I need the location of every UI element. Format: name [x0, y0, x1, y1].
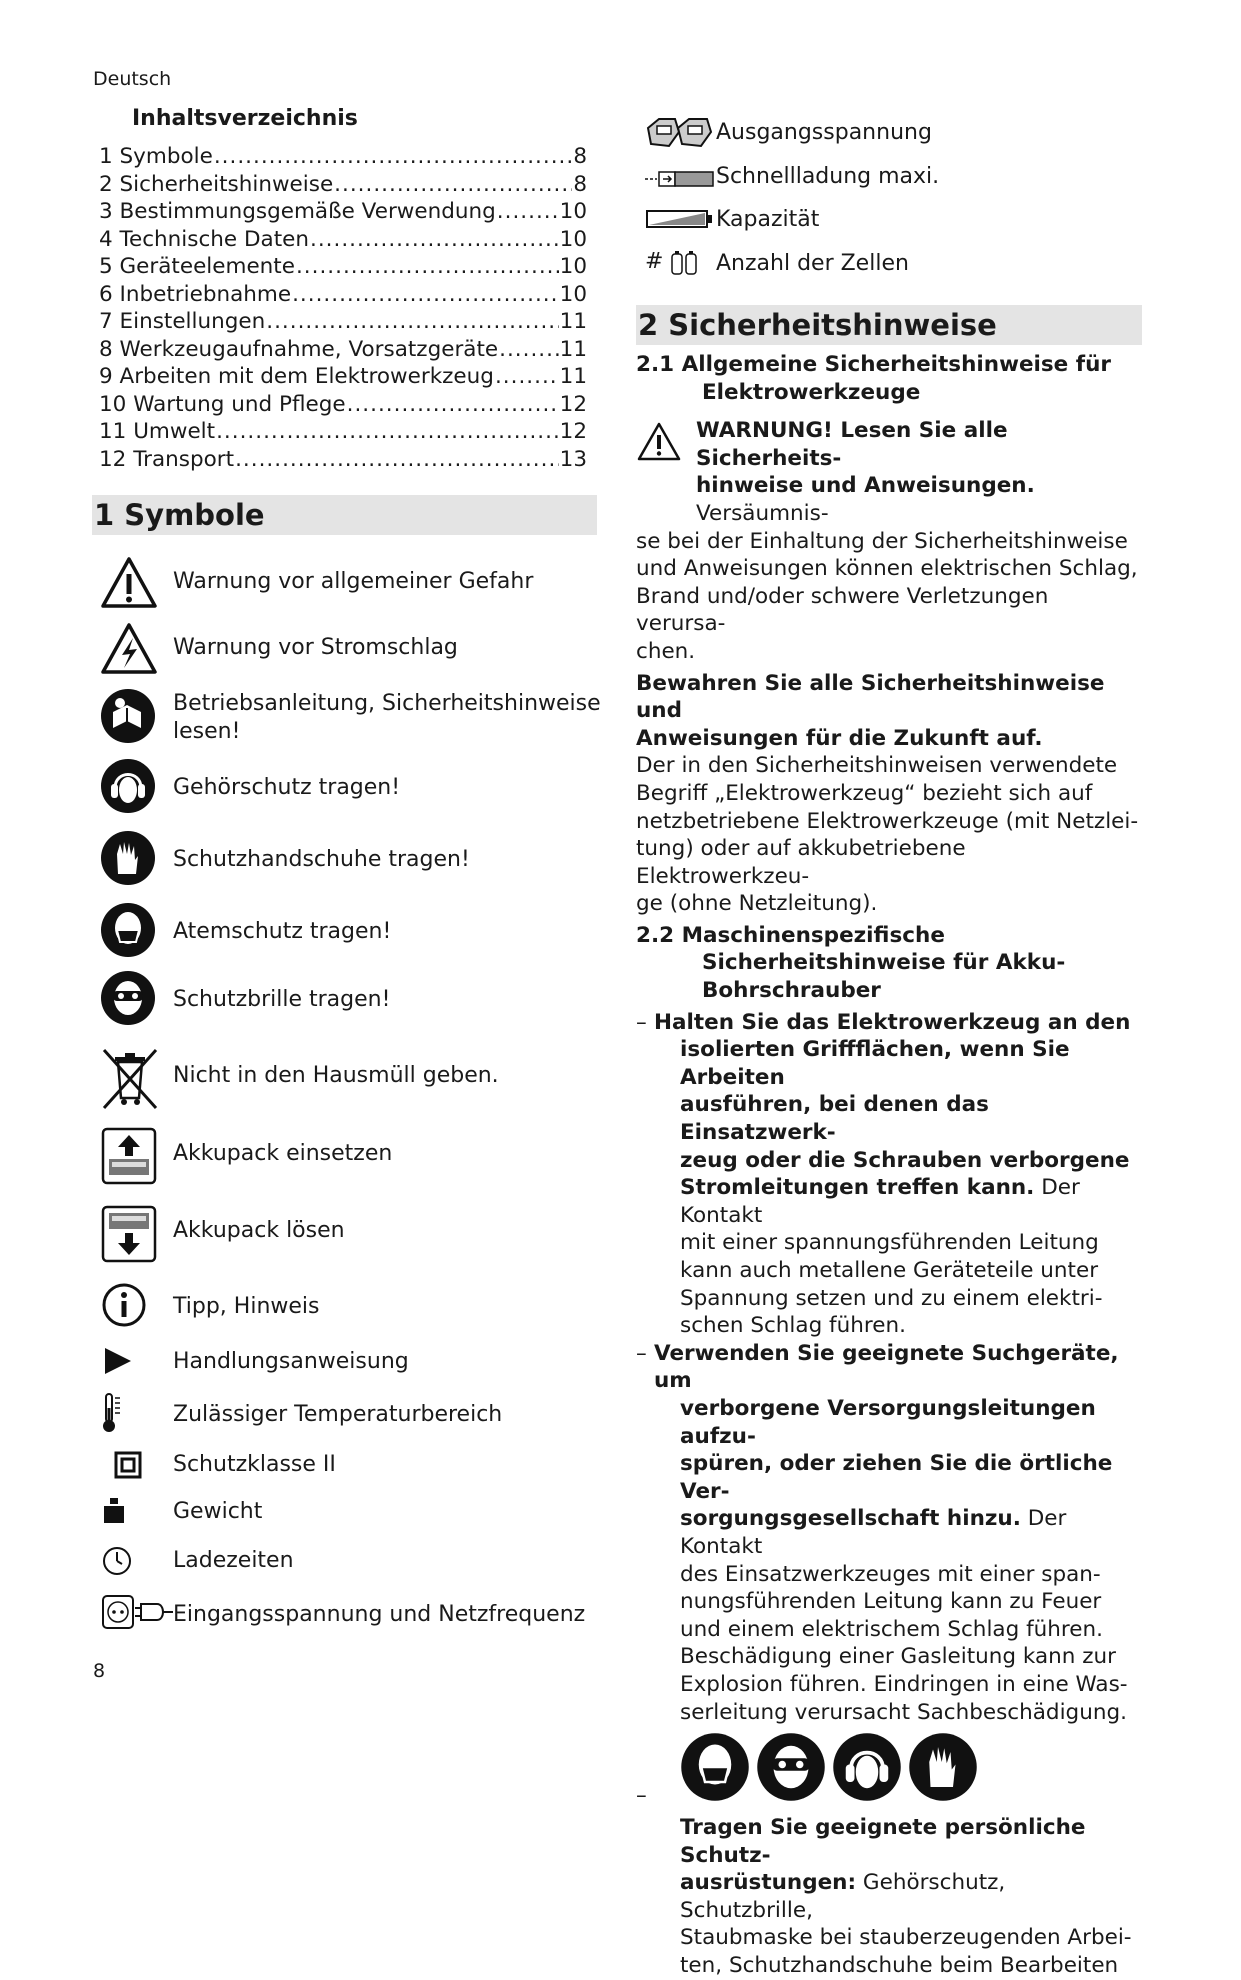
toc-title: Inhaltsverzeichnis	[132, 106, 358, 131]
symbol-label: Betriebsanleitung, Sicherheitshinweise lesen!	[173, 691, 601, 744]
read-manual-icon	[100, 688, 156, 744]
toc-entry-label: 4 Technische Daten	[99, 226, 309, 252]
toc-entry-label: 7 Einstellungen	[99, 309, 266, 334]
toc-entry-label: 6 Inbetriebnahme	[99, 281, 292, 307]
toc-entry-page: 10	[559, 281, 587, 307]
language-label: Deutsch	[93, 68, 172, 90]
symbol-label: Eingangsspannung und Netzfrequenz	[173, 1602, 586, 1627]
toc-entry-page: 12	[559, 419, 587, 444]
toc-entry-page: 11	[559, 364, 587, 389]
section-2-body	[636, 351, 1142, 1980]
section-2-heading	[636, 305, 1142, 345]
toc-entry	[99, 364, 587, 392]
toc-entry-page: 8	[573, 144, 587, 169]
clock-icon	[101, 1545, 133, 1577]
symbol-label: Schutzbrille tragen!	[173, 987, 391, 1012]
weight-icon	[102, 1496, 126, 1524]
toc-leader-dots	[266, 309, 558, 334]
socket-plug-icon	[101, 1594, 173, 1630]
thermometer-icon	[100, 1392, 124, 1434]
symbol-label: Ladezeiten	[173, 1548, 294, 1573]
toc-entry-label: 5 Geräteelemente	[99, 254, 295, 279]
section-1-title: 1 Symbole	[94, 498, 265, 532]
toc-leader-dots	[214, 144, 572, 169]
list-item: – Verwenden Sie geeignete Suchgeräte, um verborgene Versorgungsleitungen aufzu- spüren, oder ziehen Sie die örtliche Ver- sorgungsgesellschaft hinzu. Der Kontakt des Einsatzwerkzeuges mit einer span- nungsführenden Leitung kann zu Feuer und einem elektrischem Schlag führen. Beschädigung einer Gasleitung kann zur Explosion führen. Eindringen in eine Was- serleitung verursacht Sachbeschädigung.	[636, 1340, 1128, 1725]
toc-leader-dots	[495, 364, 559, 389]
info-icon	[101, 1282, 147, 1328]
battery-release-icon	[100, 1204, 158, 1264]
toc-entry-label: 8 Werkzeugaufnahme, Vorsatzgeräte	[99, 336, 499, 362]
toc-leader-dots	[296, 254, 559, 279]
toc-entry-page: 10	[559, 199, 587, 224]
ppe-icon-row	[680, 1732, 1142, 1806]
toc-entry-label: 2 Sicherheitshinweise	[99, 171, 334, 197]
toc-entry	[99, 447, 587, 475]
toc-entry	[99, 254, 587, 282]
toc-entry-page: 8	[573, 171, 587, 197]
page-number: 8	[93, 1660, 106, 1682]
ear-protection-icon	[832, 1732, 902, 1802]
toc-leader-dots	[334, 172, 572, 197]
subsection-2-2-heading: 2.2 Maschinenspezifische Sicherheitshinweise für Akku- Bohrschrauber	[636, 922, 1066, 1004]
symbol-label: Ausgangsspannung	[716, 120, 932, 145]
toc-entry-page: 10	[559, 226, 587, 252]
symbol-label: Gewicht	[173, 1499, 263, 1524]
hash-prefix: #	[645, 249, 664, 274]
electric-shock-warning-icon	[100, 622, 158, 676]
fast-charge-icon	[645, 168, 715, 190]
toc-entry-page: 10	[559, 254, 587, 279]
crossed-bin-icon	[100, 1046, 160, 1112]
symbol-label: Nicht in den Hausmüll geben.	[173, 1063, 499, 1088]
symbol-label: Akkupack lösen	[173, 1218, 345, 1243]
toc-leader-dots	[499, 337, 559, 362]
section-1-heading	[92, 495, 597, 535]
protection-class-ii-icon	[114, 1451, 142, 1479]
table-of-contents	[99, 144, 587, 474]
toc-leader-dots	[216, 419, 559, 444]
toc-entry-label: 10 Wartung und Pflege	[99, 391, 346, 417]
term-definition: Der in den Sicherheitshinweisen verwendete Begriff „Elektrowerkzeug“ bezieht sich auf netzbetriebene Elektrowerkzeuge (mit Netzlei- tung) oder auf akkubetriebene Elektrowerkzeu- ge (ohne Netzleitung).	[636, 753, 1139, 917]
capacity-icon	[645, 207, 715, 231]
warning-paragraph: WARNUNG! Lesen Sie alle Sicherheits- hinweise und Anweisungen. Versäumnis- se bei der Einhaltung der Sicherheitshinweise und Anweisungen können elektrischen Schlag, Brand und/oder schwere Verletzungen verursa- chen.	[636, 418, 1138, 664]
subsection-2-1-heading: 2.1 Allgemeine Sicherheitshinweise für Elektrowerkzeuge	[636, 352, 1112, 405]
toc-leader-dots	[310, 227, 559, 252]
symbol-label: Warnung vor Stromschlag	[173, 635, 458, 660]
toc-leader-dots	[497, 199, 559, 224]
toc-entry-page: 12	[559, 391, 587, 417]
toc-entry-label: 1 Symbole	[99, 144, 213, 169]
toc-entry-label: 11 Umwelt	[99, 419, 216, 444]
toc-entry-label: 9 Arbeiten mit dem Elektrowerkzeug	[99, 364, 494, 389]
toc-entry	[99, 172, 587, 200]
symbol-label: Schutzhandschuhe tragen!	[173, 847, 470, 872]
toc-entry	[99, 144, 587, 172]
toc-entry-label: 3 Bestimmungsgemäße Verwendung	[99, 199, 496, 224]
ear-protection-icon	[100, 758, 156, 814]
play-arrow-icon	[103, 1346, 133, 1376]
symbol-label: Schutzklasse II	[173, 1452, 336, 1477]
gloves-icon	[908, 1732, 978, 1802]
battery-insert-icon	[100, 1126, 158, 1186]
warning-triangle-icon	[100, 556, 158, 610]
safety-goggles-icon	[756, 1732, 826, 1802]
toc-entry	[99, 282, 587, 310]
toc-entry	[99, 227, 587, 255]
respirator-icon	[100, 902, 156, 958]
symbol-label: Atemschutz tragen!	[173, 919, 392, 944]
toc-entry-label: 12 Transport	[99, 446, 235, 472]
symbol-label: Gehörschutz tragen!	[173, 775, 401, 800]
symbol-label: Handlungsanweisung	[173, 1349, 409, 1374]
symbol-label: Schnellladung maxi.	[716, 164, 940, 189]
battery-packs-icon	[645, 114, 715, 150]
symbol-label: Kapazität	[716, 207, 820, 232]
symbol-label: Tipp, Hinweis	[173, 1294, 320, 1319]
toc-entry	[99, 419, 587, 447]
toc-entry-page: 11	[559, 336, 587, 362]
warning-triangle-icon	[636, 421, 682, 463]
toc-entry	[99, 199, 587, 227]
keep-instructions: Bewahren Sie alle Sicherheitshinweise und Anweisungen für die Zukunft auf.	[636, 670, 1105, 751]
symbol-label: Akkupack einsetzen	[173, 1141, 393, 1166]
toc-entry	[99, 392, 587, 420]
symbol-label: Zulässiger Temperaturbereich	[173, 1402, 503, 1427]
toc-entry	[99, 309, 587, 337]
cells-icon	[668, 248, 702, 278]
toc-entry-page: 13	[559, 446, 587, 472]
toc-entry-page: 11	[559, 309, 587, 334]
gloves-icon	[100, 830, 156, 886]
respirator-icon	[680, 1732, 750, 1802]
list-item: – Tragen Sie geeignete persönliche Schutz- ausrüstungen: Gehörschutz, Schutzbrille, Staubmaske bei stauberzeugenden Arbei- ten, Schutzhandschuhe beim Bearbeiten	[636, 1732, 1142, 1980]
section-2-title: 2 Sicherheitshinweise	[638, 308, 997, 342]
toc-leader-dots	[235, 447, 559, 472]
symbol-label: Warnung vor allgemeiner Gefahr	[173, 569, 534, 594]
symbol-label: Anzahl der Zellen	[716, 251, 909, 276]
toc-entry	[99, 337, 587, 365]
toc-leader-dots	[292, 282, 559, 307]
safety-goggles-icon	[100, 970, 156, 1026]
toc-leader-dots	[347, 392, 559, 417]
list-item: – Halten Sie das Elektrowerkzeug an den isolierten Griffflächen, wenn Sie Arbeiten ausführen, bei denen das Einsatzwerk- zeug oder die Schrauben verborgene Stromleitungen treffen kann. Der Kontakt mit einer spannungsführenden Leitung kann auch metallene Geräteteile unter Spannung setzen und zu einem elektri- schen Schlag führen.	[636, 1009, 1131, 1339]
